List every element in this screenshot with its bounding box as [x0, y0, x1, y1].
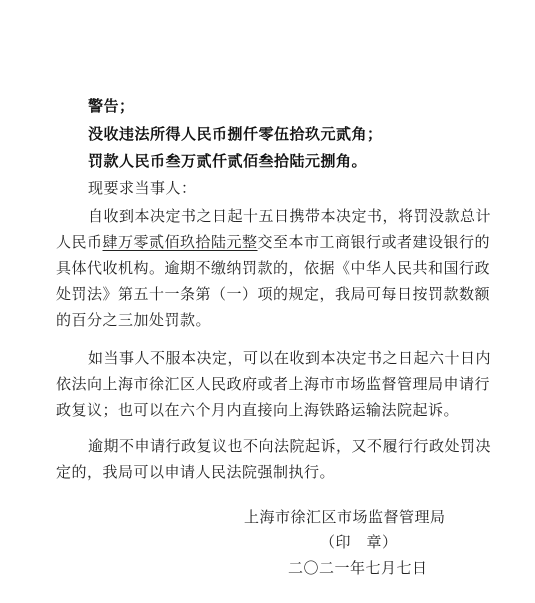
enforcement-paragraph-line-1: 逾期不申请行政复议也不向法院起诉，又不履行行政处罚决 [88, 437, 492, 455]
appeal-paragraph-line-3: 政复议；也可以在六个月内直接向上海铁路运输法院起诉。 [56, 401, 460, 419]
enforcement-paragraph-line-2: 定的，我局可以申请人民法院强制执行。 [56, 463, 336, 481]
appeal-paragraph-line-2: 依法向上海市徐汇区人民政府或者上海市市场监督管理局申请行 [56, 375, 491, 393]
penalty-warning: 警告； [88, 97, 135, 115]
payment-paragraph-line-2 [56, 232, 490, 252]
requirements-intro: 现要求当事人： [88, 179, 197, 197]
appeal-paragraph-line-1: 如当事人不服本决定，可以在收到本决定书之日起六十日内 [88, 349, 492, 367]
payment-total-amount: 肆万零贰佰玖拾陆元整 [102, 233, 258, 251]
payment-prefix: 人民币 [56, 233, 103, 251]
payment-paragraph-line-4: 处罚法》第五十一条第（一）项的规定，我局可每日按罚款数额 [56, 285, 491, 303]
penalty-fine: 罚款人民币叁万贰仟贰佰叁拾陆元捌角。 [88, 152, 368, 170]
penalty-confiscation: 没收违法所得人民币捌仟零伍拾玖元贰角； [88, 125, 383, 143]
payment-suffix: 交至本市工商银行或者建设银行的 [257, 233, 491, 251]
payment-paragraph-line-5: 的百分之三加处罚款。 [56, 311, 212, 329]
payment-paragraph-line-1: 自收到本决定书之日起十五日携带本决定书，将罚没款总计 [88, 207, 492, 225]
issue-date: 二〇二一年七月七日 [288, 559, 428, 577]
official-seal-placeholder: （印 章） [320, 533, 398, 551]
issuing-agency: 上海市徐汇区市场监督管理局 [244, 508, 446, 526]
payment-paragraph-line-3: 具体代收机构。逾期不缴纳罚款的，依据《中华人民共和国行政 [56, 259, 491, 277]
